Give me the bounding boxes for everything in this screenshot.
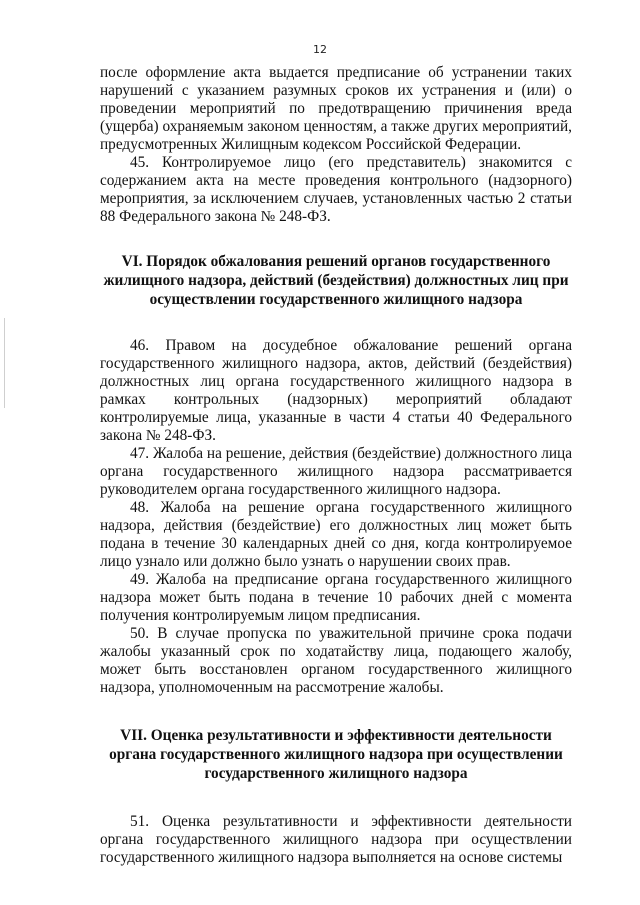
paragraph-50: 50. В случае пропуска по уважительной причине срока подачи жалобы указанный срок по ходатайству лица, подающего жалобу, может быть восстановлен органом государственного жилищного надзора, уполномоченным на рассмотрение жалобы.: [100, 625, 572, 696]
paragraph-51: 51. Оценка результативности и эффективности деятельности органа государственного жилищного надзора при осуществлении государственного жилищного надзора выполняется на основе системы: [100, 813, 572, 866]
paragraph-continuation: после оформление акта выдается предписание об устранении таких нарушений с указанием разумных сроков их устранения и (или) о проведении мероприятий по предотвращению причинения вреда (ущерба) охраняемым законом ценностям, а также других мероприятий, предусмотренных Жилищным кодексом Российской Федерации.: [100, 64, 572, 153]
paragraph-48: 48. Жалоба на решение органа государственного жилищного надзора, действия (бездействие) его должностных лиц может быть подана в течение 30 календарных дней со дня, когда контролируемое лицо узнало или должно было узнать о нарушении своих прав.: [100, 499, 572, 570]
section-heading-vi: VI. Порядок обжалования решений органов государственного жилищного надзора, действий (бездействия) должностных лиц при осуществлении государственного жилищного надзора: [103, 253, 569, 308]
paragraph-47: 47. Жалоба на решение, действия (бездействие) должностного лица органа государственного жилищного надзора рассматривается руководителем органа государственного жилищного надзора.: [100, 445, 572, 498]
page-number: 12: [313, 43, 327, 56]
paragraph-45: 45. Контролируемое лицо (его представитель) знакомится с содержанием акта на месте проведения контрольного (надзорного) мероприятия, за исключением случаев, установленных частью 2 статьи 88 Федерального закона № 248-ФЗ.: [100, 154, 572, 225]
paragraph-49: 49. Жалоба на предписание органа государственного жилищного надзора может быть подана в течение 10 рабочих дней с момента получения контролируемым лицом предписания.: [100, 571, 572, 624]
paragraph-46: 46. Правом на досудебное обжалование решений органа государственного жилищного надзора, актов, действий (бездействия) должностных лиц органа государственного жилищного надзора в рамках контрольных (надзорных) мероприятий обладают контролируемые лица, указанные в части 4 статьи 40 Федерального закона № 248-ФЗ.: [100, 337, 572, 444]
document-body: [100, 64, 572, 867]
scan-edge-mark: [4, 318, 5, 408]
section-heading-vii: VII. Оценка результативности и эффективности деятельности органа государственного жилищного надзора при осуществлении государственного жилищного надзора: [109, 727, 563, 782]
